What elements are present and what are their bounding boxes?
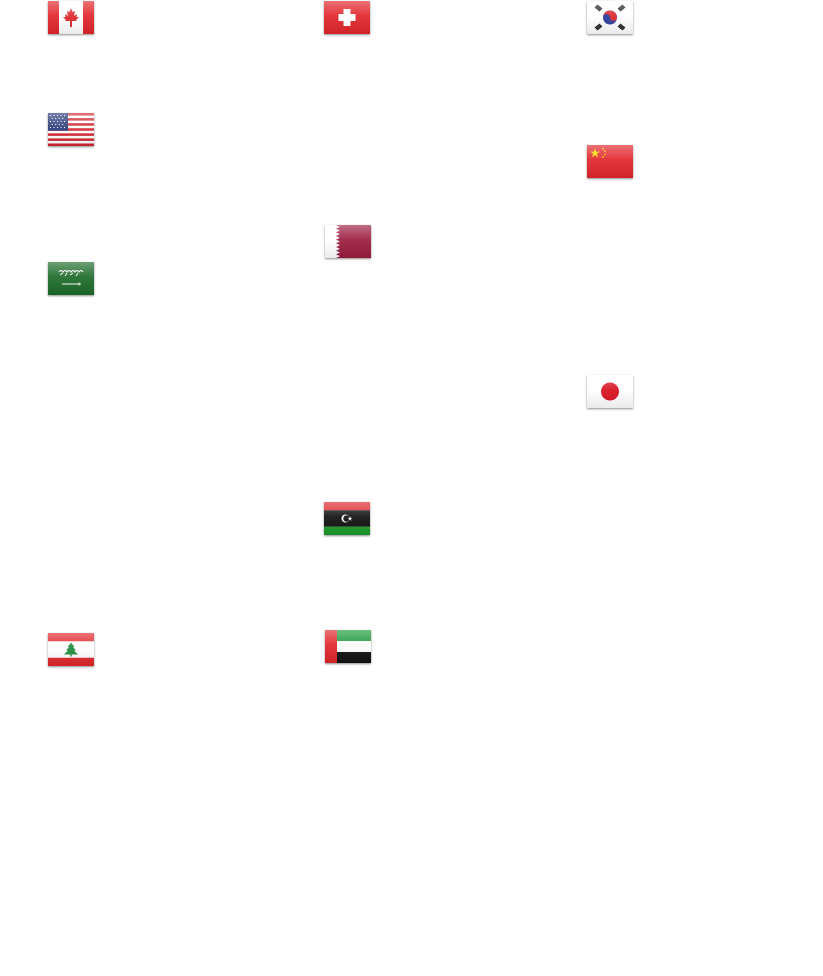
uae-flag-icon: [325, 630, 371, 663]
united-states-flag-icon: [48, 113, 94, 146]
canada-flag-icon: [48, 1, 94, 34]
libya-flag-icon: [324, 502, 370, 535]
south-korea-flag-icon: [587, 1, 633, 34]
saudi-arabia-flag-icon: [48, 262, 94, 295]
qatar-flag-icon: [325, 225, 371, 258]
japan-flag-icon: [587, 375, 633, 408]
china-flag-icon: [587, 145, 633, 178]
lebanon-flag-icon: [48, 633, 94, 666]
switzerland-flag-icon: [324, 1, 370, 34]
